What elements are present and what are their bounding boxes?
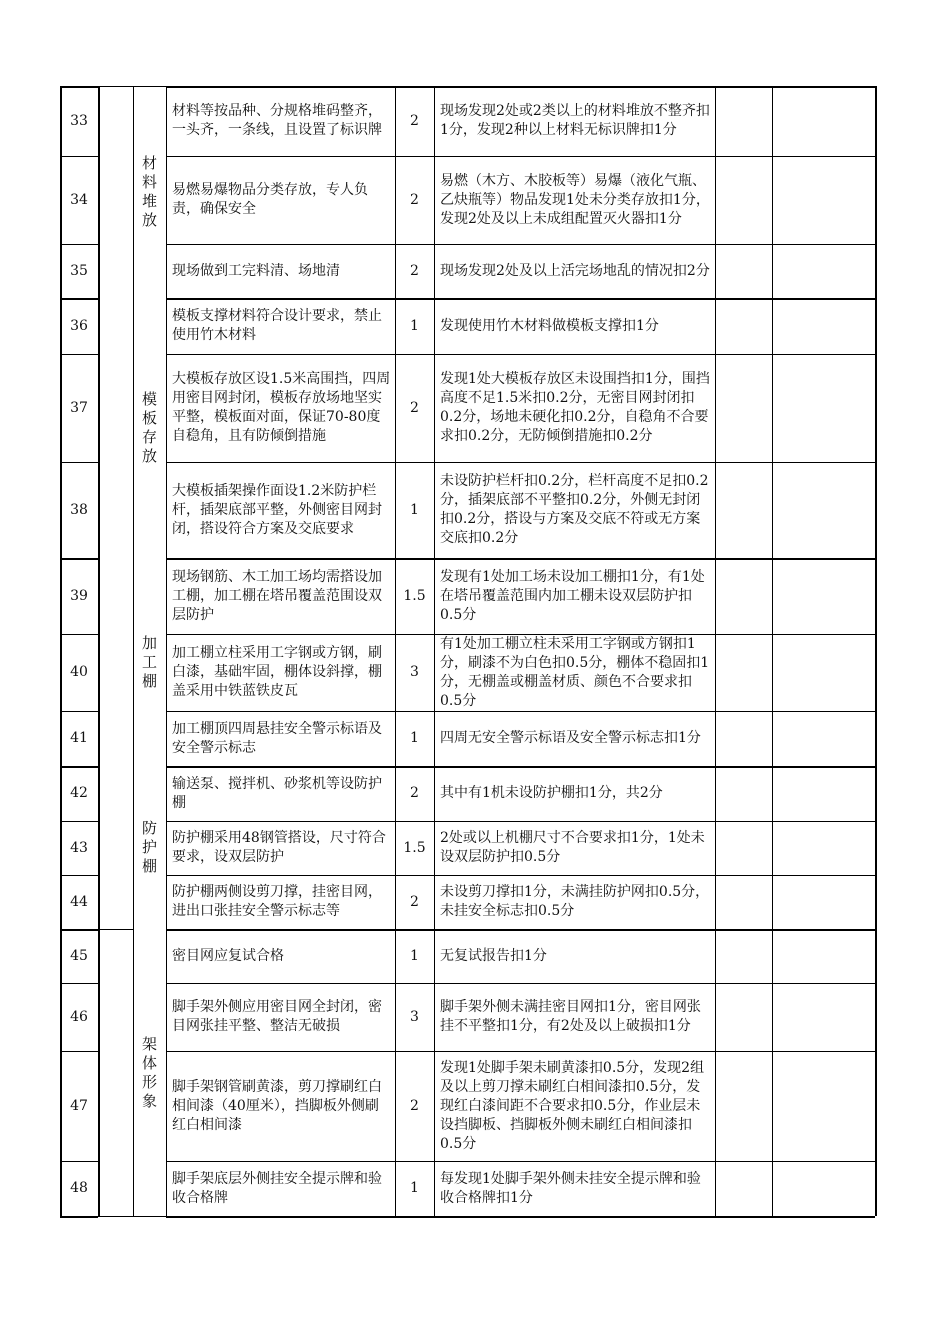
score-value: 2 <box>410 893 419 910</box>
standard-text: 现场做到工完料清、场地清 <box>172 262 340 279</box>
empty-cell <box>715 711 772 766</box>
score-value: 2 <box>410 399 419 416</box>
empty-cell <box>772 983 875 1051</box>
score-value: 2 <box>410 112 419 129</box>
score-value: 2 <box>410 191 419 208</box>
row-number: 35 <box>70 262 88 279</box>
score-value: 1 <box>410 730 419 746</box>
empty-cell <box>772 354 875 462</box>
row-number: 43 <box>70 839 88 856</box>
row-number: 36 <box>70 317 88 334</box>
deduction-text: 无复试报告扣1分 <box>440 947 547 964</box>
standard-text: 现场钢筋、木工加工场均需搭设加工棚，加工棚在塔吊覆盖范围设双层防护 <box>172 568 382 623</box>
row-number: 40 <box>70 664 88 680</box>
score-value: 3 <box>410 1008 419 1025</box>
row-number: 44 <box>70 893 88 910</box>
standard-text: 防护棚采用48钢管搭设，尺寸符合要求，设双层防护 <box>172 830 386 865</box>
score-value: 1.5 <box>403 587 426 604</box>
empty-cell <box>772 1051 875 1161</box>
row-number: 33 <box>70 112 88 129</box>
score-value: 3 <box>410 664 419 680</box>
empty-cell <box>715 634 772 711</box>
row-number: 48 <box>70 1180 88 1196</box>
grid-right-border <box>875 86 877 1216</box>
grid-row-line <box>60 1216 98 1218</box>
empty-cell <box>715 462 772 558</box>
empty-cell <box>715 156 772 244</box>
empty-cell <box>715 929 772 983</box>
score-value: 1 <box>410 947 419 964</box>
category-label <box>141 86 158 298</box>
empty-cell <box>715 86 772 156</box>
row-number: 39 <box>70 587 88 604</box>
empty-cell <box>715 875 772 929</box>
empty-cell <box>772 244 875 298</box>
category-name: 加工棚 <box>141 633 157 690</box>
deduction-text: 现场发现2处或2类以上的材料堆放不整齐扣1分，发现2种以上材料无标识牌扣1分 <box>440 103 710 138</box>
deduction-text: 发现1处脚手架未刷黄漆扣0.5分，发现2组及以上剪刀撑未刷红白相间漆扣0.5分，发现红白漆间距不合要求扣0.5分，作业层未设挡脚板、挡脚板外侧未刷红白相间漆扣0.5分 <box>440 1059 705 1152</box>
row-number: 47 <box>70 1097 88 1114</box>
category-name: 架体形象 <box>141 1034 157 1110</box>
deduction-text: 每发现1处脚手架外侧未挂安全提示牌和验收合格牌扣1分 <box>440 1170 701 1206</box>
empty-cell <box>772 821 875 875</box>
row-number: 42 <box>70 785 88 801</box>
score-value: 1 <box>410 501 419 518</box>
empty-cell <box>772 298 875 354</box>
empty-cell <box>772 766 875 821</box>
deduction-text: 发现1处大模板存放区未设围挡扣1分，围挡高度不足1.5米扣0.2分，无密目网封闭扣0.2分，场地未硬化扣0.2分，自稳角不合要求扣0.2分，无防倾倒措施扣0.2分 <box>440 371 710 444</box>
empty-cell <box>772 462 875 558</box>
empty-cell <box>715 821 772 875</box>
grid-cat-left <box>133 86 134 1216</box>
grid-row-line <box>166 1216 875 1218</box>
standard-text: 模板支撑材料符合设计要求，禁止使用竹木材料 <box>172 308 382 343</box>
empty-cell <box>772 558 875 634</box>
empty-cell <box>772 875 875 929</box>
empty-cell <box>715 983 772 1051</box>
deduction-text: 四周无安全警示标语及安全警示标志扣1分 <box>440 730 701 746</box>
deduction-text: 2处或以上机棚尺寸不合要求扣1分，1处未设双层防护扣0.5分 <box>440 830 705 865</box>
standard-text: 加工棚立柱采用工字钢或方钢，刷白漆，基础牢固，棚体设斜撑，棚盖采用中铁蓝铁皮瓦 <box>172 645 382 699</box>
score-value: 1.5 <box>403 839 426 856</box>
standard-text: 易燃易爆物品分类存放，专人负责，确保安全 <box>172 182 368 217</box>
empty-cell <box>772 86 875 156</box>
deduction-text: 现场发现2处及以上活完场地乱的情况扣2分 <box>440 262 710 279</box>
empty-cell <box>772 711 875 766</box>
standard-text: 密目网应复试合格 <box>172 947 284 964</box>
empty-cell <box>715 354 772 462</box>
empty-cell <box>772 1161 875 1216</box>
score-value: 2 <box>410 1097 419 1114</box>
grid-row-line <box>98 1216 166 1217</box>
standard-text: 防护棚两侧设剪刀撑，挂密目网，进出口张挂安全警示标志等 <box>172 884 382 919</box>
empty-cell <box>715 244 772 298</box>
category-name: 模板存放 <box>141 390 157 465</box>
category-name: 防护棚 <box>141 819 157 875</box>
standard-text: 材料等按品种、分规格堆码整齐，一头齐，一条线，且设置了标识牌 <box>172 103 382 138</box>
score-value: 2 <box>410 262 419 279</box>
standard-text: 脚手架钢管刷黄漆，剪刀撑刷红白相间漆（40厘米），挡脚板外侧刷红白相间漆 <box>172 1078 382 1133</box>
row-number: 46 <box>70 1008 88 1025</box>
row-number: 41 <box>70 730 88 746</box>
empty-cell <box>715 1161 772 1216</box>
row-number: 37 <box>70 399 88 416</box>
empty-cell <box>715 1051 772 1161</box>
empty-cell <box>715 558 772 634</box>
score-value: 1 <box>410 1180 419 1196</box>
score-value: 1 <box>410 317 419 334</box>
standard-text: 脚手架底层外侧挂安全提示牌和验收合格牌 <box>172 1170 382 1206</box>
standard-text: 输送泵、搅拌机、砂浆机等设防护棚 <box>172 775 382 811</box>
category-label <box>141 298 158 558</box>
category-label <box>141 558 158 766</box>
category-label <box>141 929 158 1216</box>
empty-cell <box>715 298 772 354</box>
deduction-text: 有1处加工棚立柱未采用工字钢或方钢扣1分，刷漆不为白色扣0.5分，棚体不稳固扣1分，无棚盖或棚盖材质、颜色不合要求扣0.5分 <box>440 635 710 709</box>
standard-text: 脚手架外侧应用密目网全封闭，密目网张挂平整、整洁无破损 <box>172 999 382 1034</box>
grid-num-right <box>98 86 100 1216</box>
empty-cell <box>772 634 875 711</box>
deduction-text: 未设剪刀撑扣1分，未满挂防护网扣0.5分，未挂安全标志扣0.5分 <box>440 884 710 919</box>
category-label <box>141 766 158 929</box>
deduction-text: 发现有1处加工场未设加工棚扣1分，有1处在塔吊覆盖范围内加工棚未设双层防护扣0.5分 <box>440 568 705 623</box>
category-name: 材料堆放 <box>141 154 157 229</box>
standard-text: 加工棚顶四周悬挂安全警示标语及安全警示标志 <box>172 720 382 756</box>
empty-cell <box>772 156 875 244</box>
score-value: 2 <box>410 785 419 801</box>
deduction-text: 其中有1机未设防护棚扣1分，共2分 <box>440 785 663 801</box>
deduction-text: 脚手架外侧未满挂密目网扣1分，密目网张挂不平整扣1分，有2处及以上破损扣1分 <box>440 999 701 1034</box>
deduction-text: 未设防护栏杆扣0.2分，栏杆高度不足扣0.2分，插架底部不平整扣0.2分，外侧无封闭扣0.2分，搭设与方案及交底不符或无方案交底扣0.2分 <box>440 473 709 546</box>
grid-row-line <box>98 929 134 930</box>
standard-text: 大模板存放区设1.5米高围挡，四周用密目网封闭，模板存放场地坚实平整，模板面对面，保证70-80度自稳角，且有防倾倒措施 <box>172 371 391 444</box>
row-number: 34 <box>70 191 88 208</box>
empty-cell <box>715 766 772 821</box>
deduction-text: 易燃（木方、木胶板等）易爆（液化气瓶、乙炔瓶等）物品发现1处未分类存放扣1分，发现2处及以上未成组配置灭火器扣1分 <box>440 172 710 227</box>
row-number: 38 <box>70 501 88 518</box>
standard-text: 大模板插架操作面设1.2米防护栏杆，插架底部平整，外侧密目网封闭，搭设符合方案及交底要求 <box>172 482 382 537</box>
deduction-text: 发现使用竹木材料做模板支撑扣1分 <box>440 317 659 334</box>
empty-cell <box>772 929 875 983</box>
row-number: 45 <box>70 947 88 964</box>
inspection-table <box>60 86 876 1216</box>
